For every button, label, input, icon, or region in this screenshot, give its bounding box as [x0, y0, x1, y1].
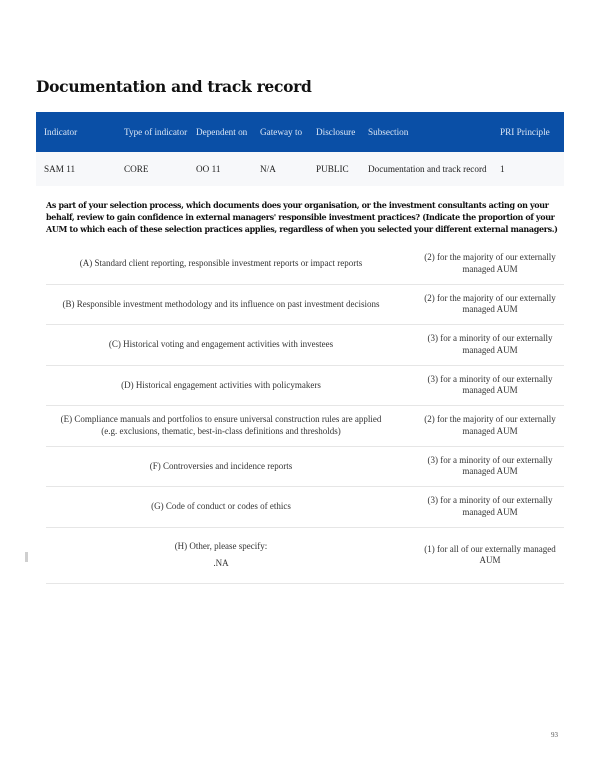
answer-label: (G) Code of conduct or codes of ethics — [151, 501, 291, 511]
answer-value: (2) for the majority of our externally managed AUM — [424, 414, 556, 436]
header-disclosure: Disclosure — [308, 112, 360, 152]
header-subsection: Subsection — [360, 112, 492, 152]
other-label: (H) Other, please specify: — [174, 540, 268, 551]
answer-label: (E) Compliance manuals and portfolios to ensure universal construction rules are applied (e.g. exclusions, thematic, best-in-class definitions and thresholds) — [60, 414, 382, 436]
answer-label: (B) Responsible investment methodology and its influence on past investment decisions — [62, 298, 380, 309]
other-specify-field: .NA — [213, 558, 229, 568]
cell-subsection: Documentation and track record — [360, 152, 492, 186]
answer-value: (2) for the majority of our externally managed AUM — [424, 252, 556, 274]
cell-dependent-on: OO 11 — [188, 152, 252, 186]
question-text: As part of your selection process, which documents does your organisation, or the investment consultants acting on your behalf, review to gain confidence in external managers' responsible investment practices? (Indicate the proportion of your AUM to which each of these selection practices applies, regardless of when you selected your different external managers.) — [46, 200, 558, 234]
cell-type-of-indicator: CORE — [116, 152, 188, 186]
answer-row-g — [46, 487, 564, 528]
answer-label: (C) Historical voting and engagement activities with investees — [108, 339, 334, 349]
answer-row-a — [46, 244, 564, 285]
header-type-of-indicator: Type of indicator — [116, 112, 188, 152]
answer-label: (A) Standard client reporting, responsible investment reports or impact reports — [79, 258, 363, 268]
answer-value: (3) for a minority of our externally managed AUM — [427, 454, 553, 477]
answer-label-other — [46, 541, 396, 570]
meta-table-header-row — [36, 112, 564, 152]
answer-label: (D) Historical engagement activities with policymakers — [121, 379, 321, 390]
indicator-meta-table — [36, 112, 564, 186]
meta-table-row — [36, 152, 564, 186]
text-field-marker — [25, 552, 28, 562]
page-title: Documentation and track record — [36, 77, 312, 96]
header-pri-principle: PRI Principle — [492, 112, 564, 152]
answer-value: (3) for a minority of our externally managed AUM — [427, 495, 553, 517]
cell-pri-principle: 1 — [492, 152, 564, 186]
answer-value: (1) for all of our externally managed AUM — [424, 543, 556, 565]
answers-list — [46, 244, 564, 584]
answer-row-f — [46, 447, 564, 488]
answer-value: (3) for a minority of our externally managed AUM — [427, 333, 553, 355]
answer-row-h-other — [46, 528, 564, 584]
answer-value: (3) for a minority of our externally managed AUM — [427, 373, 553, 396]
cell-disclosure: PUBLIC — [308, 152, 360, 186]
answer-row-d — [46, 366, 564, 407]
page-number: 93 — [551, 731, 558, 739]
header-indicator: Indicator — [36, 112, 116, 152]
answer-row-b — [46, 285, 564, 326]
answer-value: (2) for the majority of our externally managed AUM — [424, 292, 556, 315]
header-dependent-on: Dependent on — [188, 112, 252, 152]
cell-indicator: SAM 11 — [36, 152, 116, 186]
answer-label: (F) Controversies and incidence reports — [149, 460, 293, 471]
answer-row-e — [46, 406, 564, 447]
cell-gateway-to: N/A — [252, 152, 308, 186]
header-gateway-to: Gateway to — [252, 112, 308, 152]
answer-row-c — [46, 325, 564, 366]
